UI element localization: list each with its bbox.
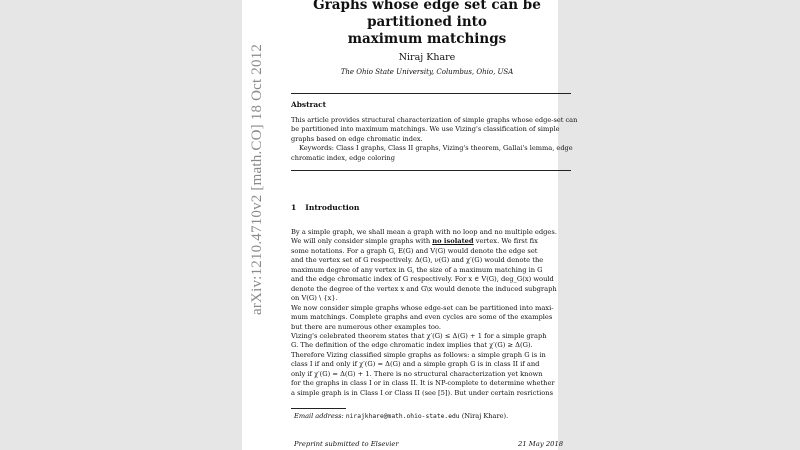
- body-line: Therefore Vizing classified simple graphs as follows: a simple graph G is in: [291, 350, 546, 359]
- arxiv-stamp: [248, 45, 266, 315]
- body-line: but there are numerous other examples too.: [291, 322, 441, 331]
- body-line: denote the degree of the vertex x and G\x would denote the induced subgraph: [291, 284, 557, 293]
- highlighted-phrase: no isolated: [432, 237, 474, 246]
- footnote-name: (Niraj Khare).: [461, 412, 509, 420]
- abstract-bottom-rule: [291, 170, 571, 171]
- body-line: some notations. For a graph G, E(G) and V(G) would denote the edge set: [291, 246, 538, 255]
- abstract-body: [291, 116, 581, 163]
- viewer-left-margin: [0, 0, 242, 450]
- body-line: maximum degree of any vertex in G, the size of a maximum matching in G: [291, 265, 543, 274]
- title-line-2: maximum matchings: [347, 31, 507, 47]
- body-fragment: vertex. We first fix: [473, 237, 538, 246]
- body-line: for the graphs in class I or in class II. It is NP-complete to determine whether: [291, 379, 555, 388]
- body-line: class I if and only if χ′(G) = Δ(G) and a simple graph G is in class II if and: [291, 360, 540, 369]
- preprint-date: 21 May 2018: [518, 440, 564, 448]
- abstract-line: be partitioned into maximum matchings. We use Vizing's classification of simple: [291, 125, 560, 134]
- body-line: only if χ′(G) = Δ(G) + 1. There is no structural characterization yet known: [291, 369, 543, 378]
- body-line: [291, 237, 591, 246]
- author-name: Niraj Khare: [398, 52, 456, 63]
- viewer-right-margin: [558, 0, 800, 450]
- footnote: [294, 412, 508, 420]
- paper-page: [242, 0, 578, 450]
- body-line: We now consider simple graphs whose edge-set can be partitioned into maxi-: [291, 303, 554, 312]
- paper-title: [282, 0, 572, 48]
- author-email-link[interactable]: nirajkhare@math.ohio-state.edu: [345, 413, 460, 420]
- section-title: Introduction: [305, 203, 360, 212]
- keywords-line: chromatic index, edge coloring: [291, 153, 395, 162]
- body-line: By a simple graph, we shall mean a graph with no loop and no multiple edges.: [291, 228, 557, 236]
- body-line: on V(G) \ {x}.: [291, 294, 338, 303]
- arxiv-stamp-text: arXiv:1210.4710v2 [math.CO] 18 Oct 2012: [249, 43, 265, 315]
- author-affiliation: The Ohio State University, Columbus, Ohio, USA: [340, 68, 514, 76]
- title-line-1: Graphs whose edge set can be partitioned into: [313, 0, 541, 30]
- keywords-line: Keywords: Class I graphs, Class II graphs, Vizing's theorem, Gallai's lemma, edge: [299, 144, 573, 153]
- footnote-rule: [291, 408, 346, 409]
- body-line: and the edge chromatic index of G respectively. For x ∈ V(G), deg_G(x) would: [291, 275, 554, 284]
- body-fragment: We will only consider simple graphs with: [291, 237, 433, 246]
- abstract-line: This article provides structural characterization of simple graphs whose edge-set can: [291, 116, 578, 124]
- body-text: [291, 228, 591, 398]
- footnote-label: Email address:: [294, 412, 344, 420]
- body-line: a simple graph is in Class I or Class II (see [5]). But under certain resrictions: [291, 388, 553, 397]
- body-line: G. The definition of the edge chromatic index implies that χ′(G) ≥ Δ(G).: [291, 341, 533, 350]
- abstract-top-rule: [291, 93, 571, 94]
- abstract-heading: Abstract: [291, 100, 327, 109]
- body-line: mum matchings. Complete graphs and even cycles are some of the examples: [291, 313, 553, 322]
- section-heading: [291, 203, 359, 212]
- abstract-line: graphs based on edge chromatic index.: [291, 134, 423, 143]
- body-line: Vizing's celebrated theorem states that χ′(G) ≤ Δ(G) + 1 for a simple graph: [291, 331, 547, 340]
- section-number: 1: [291, 203, 297, 212]
- preprint-note: Preprint submitted to Elsevier: [294, 440, 399, 448]
- body-line: and the vertex set of G respectively. Δ(G), ν(G) and χ′(G) would denote the: [291, 256, 544, 265]
